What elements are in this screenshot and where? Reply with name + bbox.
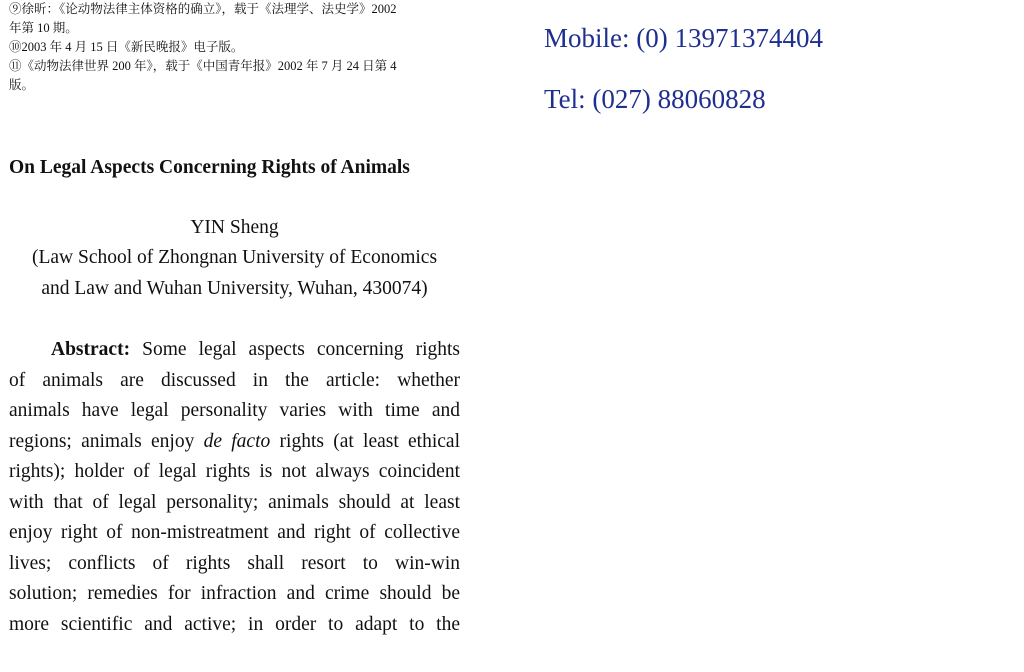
- abstract-line: [9, 335, 460, 366]
- footnote-10: ⑩2003 年 4 月 15 日《新民晚报》电子版。: [9, 40, 244, 54]
- author-affiliation-line1: (Law School of Zhongnan University of Economics: [31, 247, 438, 268]
- abstract-line: animals have legal personality varies with time and: [9, 400, 460, 421]
- author-affiliation-line2: and Law and Wuhan University, Wuhan, 430074): [41, 278, 428, 299]
- abstract-line: more scientific and active; in order to adapt to the: [9, 613, 460, 635]
- abstract-text: rights (at least ethical: [270, 430, 460, 452]
- article-title: On Legal Aspects Concerning Rights of Animals: [9, 157, 410, 178]
- footnote-9-line1: ⑨徐昕：《论动物法律主体资格的确立》，载于《法理学、法史学》2002: [9, 2, 397, 16]
- abstract-line: with that of legal personality; animals should at least: [9, 491, 460, 513]
- footnote-11-line1: ⑪《动物法律世界 200 年》，载于《中国青年报》2002 年 7 月 24 日第 4: [9, 59, 397, 73]
- contact-mobile: Mobile: (0) 13971374404: [544, 23, 823, 53]
- footnote-9-line2: 年第 10 期。: [9, 21, 78, 35]
- abstract-italic-term: de facto: [203, 430, 271, 452]
- abstract-line: [9, 427, 460, 458]
- author-name: YIN Sheng: [190, 217, 279, 238]
- contact-tel: Tel: (027) 88060828: [544, 84, 766, 114]
- footnotes: [9, 0, 464, 95]
- abstract-line: solution; remedies for infraction and crime should be: [9, 583, 460, 604]
- abstract-line: rights); holder of legal rights is not always coincident: [9, 461, 460, 482]
- abstract-text: Some legal aspects concerning rights: [130, 339, 460, 360]
- abstract-line: lives; conflicts of rights shall resort to win-win: [9, 552, 460, 574]
- abstract: [9, 335, 460, 640]
- abstract-text: regions; animals enjoy: [9, 430, 204, 452]
- abstract-line: enjoy right of non-mistreatment and right of collective: [9, 522, 460, 543]
- footnote-11-line2: 版。: [9, 78, 35, 92]
- abstract-label: Abstract:: [51, 339, 131, 360]
- abstract-line: of animals are discussed in the article: whether: [9, 369, 460, 391]
